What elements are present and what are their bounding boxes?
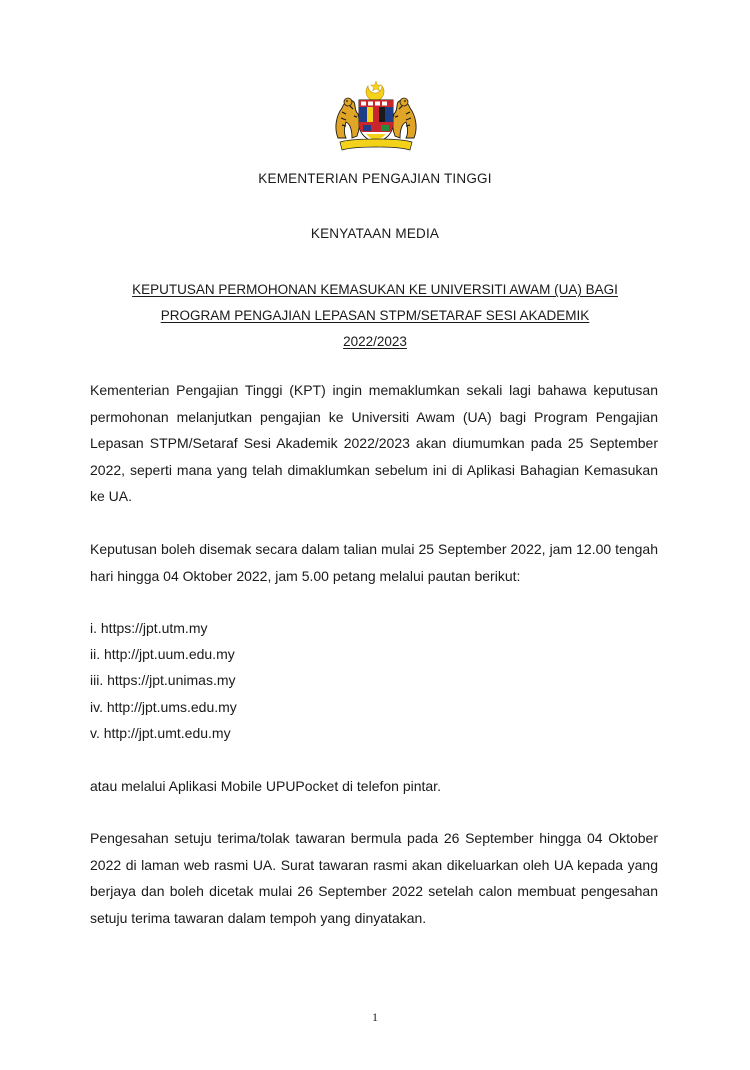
result-link[interactable]: v. http://jpt.umt.edu.my — [90, 724, 231, 741]
coat-of-arms-emblem — [330, 80, 422, 152]
paragraph-online-check: Keputusan boleh disemak secara dalam talian mulai 25 September 2022, jam 12.00 tengah hari hingga 04 Oktober 2022, jam 5.00 petang melalui pautan berikut: — [90, 541, 658, 584]
ministry-heading: KEMENTERIAN PENGAJIAN TINGGI — [258, 171, 492, 186]
result-link[interactable]: ii. http://jpt.uum.edu.my — [90, 646, 235, 663]
result-link[interactable]: iv. http://jpt.ums.edu.my — [90, 698, 237, 715]
paragraph-mobile-app: atau melalui Aplikasi Mobile UPUPocket di telefon pintar. — [90, 778, 441, 794]
result-links-list — [90, 615, 658, 746]
document-title — [80, 277, 670, 355]
result-link[interactable]: i. https://jpt.utm.my — [90, 620, 208, 636]
title-line: PROGRAM PENGAJIAN LEPASAN STPM/SETARAF SESI AKADEMIK — [160, 308, 590, 323]
statement-type-heading: KENYATAAN MEDIA — [310, 226, 440, 241]
title-line: 2022/2023 — [343, 334, 407, 349]
page-number: 1 — [372, 1010, 378, 1024]
result-link[interactable]: iii. https://jpt.unimas.my — [90, 672, 236, 689]
paragraph-announcement: Kementerian Pengajian Tinggi (KPT) ingin memaklumkan sekali lagi bahawa keputusan permohonan melanjutkan pengajian ke Universiti Awam (UA) bagi Program Pengajian Lepasan STPM/Setaraf Sesi Akademik 2022/2023 akan diumumkan pada 25 September 2022, seperti mana yang telah dimaklumkan sebelum ini di Aplikasi Bahagian Kemasukan ke UA. — [90, 382, 658, 504]
paragraph-offer-confirmation: Pengesahan setuju terima/tolak tawaran bermula pada 26 September hingga 04 Oktober 2022 di laman web rasmi UA. Surat tawaran rasmi akan dikeluarkan oleh UA kepada yang berjaya dan boleh dicetak mulai 26 September 2022 setelah calon membuat pengesahan setuju terima tawaran dalam tempoh yang dinyatakan. — [90, 830, 658, 926]
title-line: KEPUTUSAN PERMOHONAN KEMASUKAN KE UNIVERSITI AWAM (UA) BAGI — [132, 282, 618, 297]
